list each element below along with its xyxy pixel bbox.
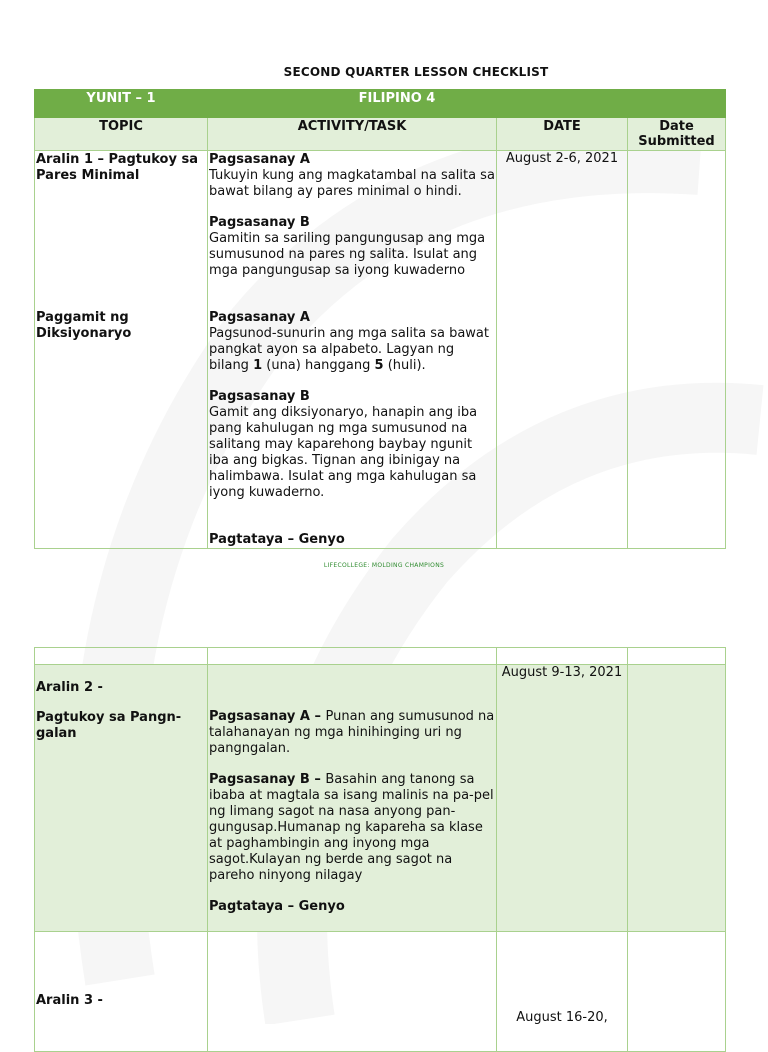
activity-cell <box>208 665 497 932</box>
table-row <box>35 151 726 549</box>
activity-title: Pagsasanay A <box>209 310 310 325</box>
topic-cell <box>35 665 208 932</box>
activity-text: Pagsunod-sunurin ang mga salita sa bawat pangkat ayon sa alpabeto. Lagyan ng bilang 1 (una) hanggang 5 (huli). <box>209 326 489 373</box>
activity-title: Pagsasanay A <box>209 152 310 167</box>
topic-cell <box>35 151 208 549</box>
date-submitted-cell <box>628 665 726 932</box>
column-header-topic: TOPIC <box>35 118 208 151</box>
activity-cell <box>208 151 497 549</box>
date-submitted-cell <box>628 932 726 1052</box>
topic-aralin-3: Aralin 3 - <box>36 993 103 1008</box>
lesson-table-1 <box>34 89 726 549</box>
topic-aralin-1: Aralin 1 – Pagtukoy sa Pares Minimal <box>36 152 198 183</box>
lesson-table-2 <box>34 647 726 1052</box>
activity-text: Tukuyin kung ang magkatambal na salita sa bawat bilang ay pares minimal o hindi. <box>209 168 495 199</box>
empty-row <box>35 648 726 665</box>
document-title: SECOND QUARTER LESSON CHECKLIST <box>283 65 549 79</box>
topic-cell <box>35 932 208 1052</box>
table-row <box>35 932 726 1052</box>
column-header-date: DATE <box>497 118 628 151</box>
footer-text: LIFECOLLEGE: MOLDING CHAMPIONS <box>323 562 445 569</box>
activity-text: Gamit ang diksiyonaryo, hanapin ang iba pang kahulugan ng mga sumusunod na salitang may kaparehong baybay ngunit iba ang bigkas. Tignan ang ibinigay na halimbawa. Isulat ang mga kahulugan sa iyong kuwaderno. <box>209 405 478 500</box>
activity-text: Gamitin sa sariling pangungusap ang mga sumusunod na pares ng salita. Isulat ang mga pangungusap sa iyong kuwaderno <box>209 231 486 278</box>
topic-pangngalan: Pagtukoy sa Pangn-galan <box>36 710 182 741</box>
date-cell: August 9-13, 2021 <box>497 665 628 932</box>
activity-cell <box>208 932 497 1052</box>
unit-header-row <box>35 90 726 118</box>
table-row <box>35 665 726 932</box>
column-header-row <box>35 118 726 151</box>
topic-diksiyonaryo: Paggamit ng Diksiyonaryo <box>36 310 132 341</box>
column-header-date-submitted: Date Submitted <box>628 118 726 151</box>
subject-label: FILIPINO 4 <box>208 90 726 118</box>
activity-text: Pagsasanay A – Punan ang sumusunod na talahanayan ng mga hinihinging uri ng pangngalan. <box>209 709 495 756</box>
assessment-title: Pagtataya – Genyo <box>209 899 345 914</box>
date-submitted-cell <box>628 151 726 549</box>
activity-title: Pagsasanay B <box>209 389 310 404</box>
activity-title: Pagsasanay B <box>209 215 310 230</box>
column-header-activity: ACTIVITY/TASK <box>208 118 497 151</box>
activity-text: Pagsasanay B – Basahin ang tanong sa ibaba at magtala sa isang malinis na pa-pel ng limang sagot na nasa anyong pan-gungusap.Humanap ng kapareha sa klase at paghambingin ang inyong mga sagot.Kulayan ng berde ang sagot na pareho ninyong nilagay <box>209 772 494 883</box>
unit-label: YUNIT – 1 <box>35 90 208 118</box>
date-cell: August 2-6, 2021 <box>497 151 628 549</box>
topic-aralin-2: Aralin 2 - <box>36 680 103 695</box>
date-cell: August 16-20, <box>497 932 628 1052</box>
assessment-title: Pagtataya – Genyo <box>209 532 345 547</box>
